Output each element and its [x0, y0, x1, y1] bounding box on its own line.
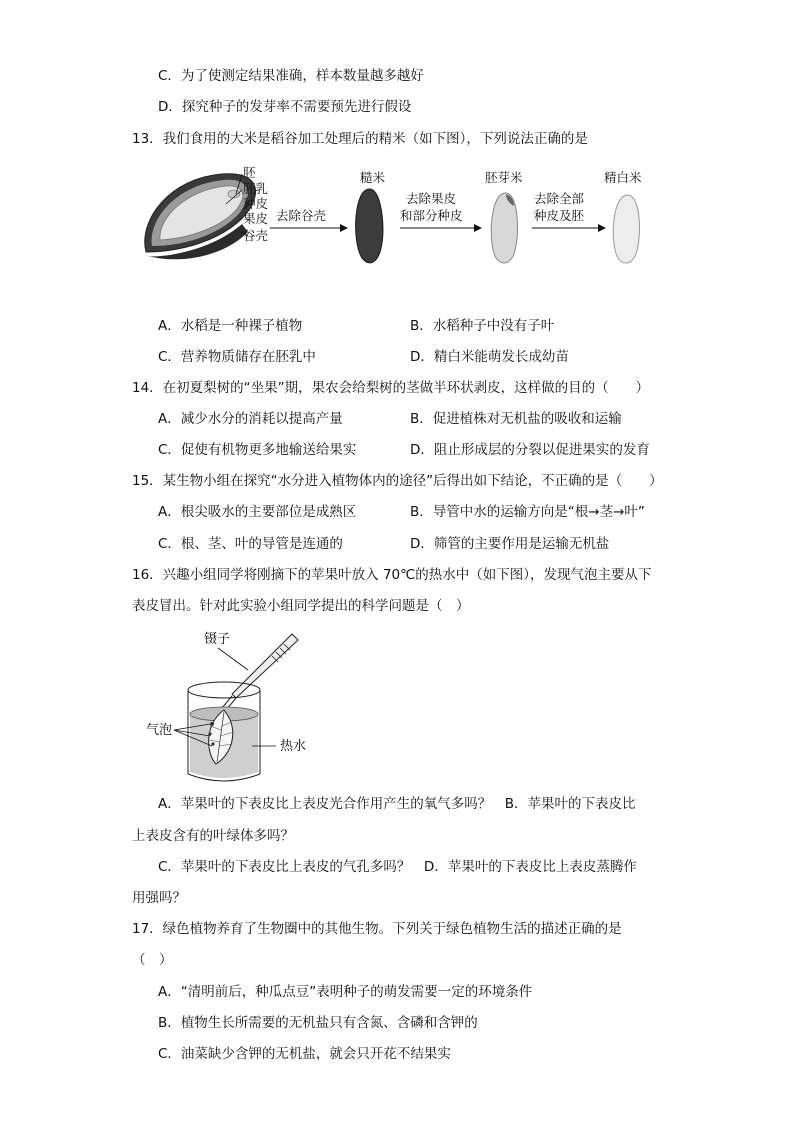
q15-option-b: B．导管中水的运输方向是“根→茎→叶” [410, 504, 645, 520]
stage-brown-rice-label: 糙米 [360, 170, 386, 185]
step-remove-pericarp-line2: 和部分种皮 [400, 208, 463, 223]
q14-option-b: B．促进植株对无机盐的吸收和运输 [410, 411, 622, 427]
step-remove-pericarp-line1: 去除果皮 [406, 191, 457, 206]
q13-option-a: A．水稻是一种裸子植物 [158, 318, 303, 334]
q13-option-d: D．精白米能萌发长成幼苗 [410, 349, 569, 365]
q15-option-c: C．根、茎、叶的导管是连通的 [158, 536, 343, 552]
q13-option-c: C．营养物质储存在胚乳中 [158, 349, 316, 365]
q14-stem: 14．在初夏梨树的“坐果”期，果农会给梨树的茎做半环状剥皮，这样做的目的（ ） [132, 380, 650, 396]
rice-grain-diagram [145, 174, 256, 260]
q17-option-a: A．“清明前后，种瓜点豆”表明种子的萌发需要一定的环境条件 [158, 984, 533, 1000]
brown-rice-grain-icon [356, 189, 383, 263]
q12-option-d: D．探究种子的发芽率不需要预先进行假设 [158, 99, 412, 115]
q16-stem-line2: 表皮冒出。针对此实验小组同学提出的科学问题是（ ） [132, 598, 470, 614]
polished-rice-grain-icon [613, 195, 639, 263]
q17-option-c: C．油菜缺少含钾的无机盐，就会只开花不结果实 [158, 1046, 451, 1062]
step-remove-husk-label: 去除谷壳 [276, 208, 327, 223]
q15-stem: 15．某生物小组在探究“水分进入植物体内的途径”后得出如下结论，不正确的是（ ） [132, 473, 663, 489]
tweezers-label: 镊子 [204, 632, 231, 647]
q17-option-b: B．植物生长所需要的无机盐只有含氮、含磷和含钾的 [158, 1015, 478, 1031]
stage-polished-rice-label: 精白米 [604, 170, 642, 185]
step-remove-coat-line2: 种皮及胚 [534, 208, 585, 223]
q17-stem-line2: （ ） [132, 952, 173, 968]
q17-stem-line1: 17．绿色植物养育了生物圈中的其他生物。下列关于绿色植物生活的描述正确的是 [132, 921, 622, 937]
rice-processing-figure [130, 160, 690, 275]
q16-stem-line1: 16．兴趣小组同学将刚摘下的苹果叶放入 70℃的热水中（如下图），发现气泡主要从下 [132, 567, 652, 583]
q16-options-cd-line2: 用强吗？ [132, 890, 186, 906]
q16-options-cd-line1: C．苹果叶的下表皮比上表皮的气孔多吗？ D．苹果叶的下表皮比上表皮蒸腾作 [158, 859, 637, 875]
hot-water-label: 热水 [280, 739, 307, 754]
step-remove-coat-line1: 去除全部 [534, 191, 585, 206]
q16-options-ab-line1: A．苹果叶的下表皮比上表皮光合作用产生的氧气多吗？ B．苹果叶的下表皮比 [158, 796, 636, 812]
grain-part-seed-coat: 种皮 [243, 196, 269, 211]
q14-option-a: A．减少水分的消耗以提高产量 [158, 411, 343, 427]
q13-stem: 13．我们食用的大米是稻谷加工处理后的精米（如下图），下列说法正确的是 [132, 131, 588, 147]
q14-option-c: C．促使有机物更多地输送给果实 [158, 442, 357, 458]
q15-option-d: D．筛管的主要作用是运输无机盐 [410, 536, 610, 552]
bubbles-label: 气泡 [146, 723, 173, 738]
q16-options-ab-line2: 上表皮含有的叶绿体多吗？ [132, 828, 294, 844]
q12-option-c: C．为了使测定结果准确，样本数量越多越好 [158, 68, 424, 84]
stage-germ-rice-label: 胚芽米 [485, 170, 523, 185]
grain-part-embryo: 胚 [243, 165, 256, 180]
q13-option-b: B．水稻种子中没有子叶 [410, 318, 555, 334]
grain-part-husk: 谷壳 [243, 228, 269, 243]
leaf-in-hot-water-figure [140, 626, 340, 786]
q15-option-a: A．根尖吸水的主要部位是成熟区 [158, 504, 357, 520]
grain-part-pericarp: 果皮 [243, 211, 269, 226]
grain-part-endosperm: 胚乳 [243, 181, 269, 196]
q14-option-d: D．阻止形成层的分裂以促进果实的发育 [410, 442, 650, 458]
